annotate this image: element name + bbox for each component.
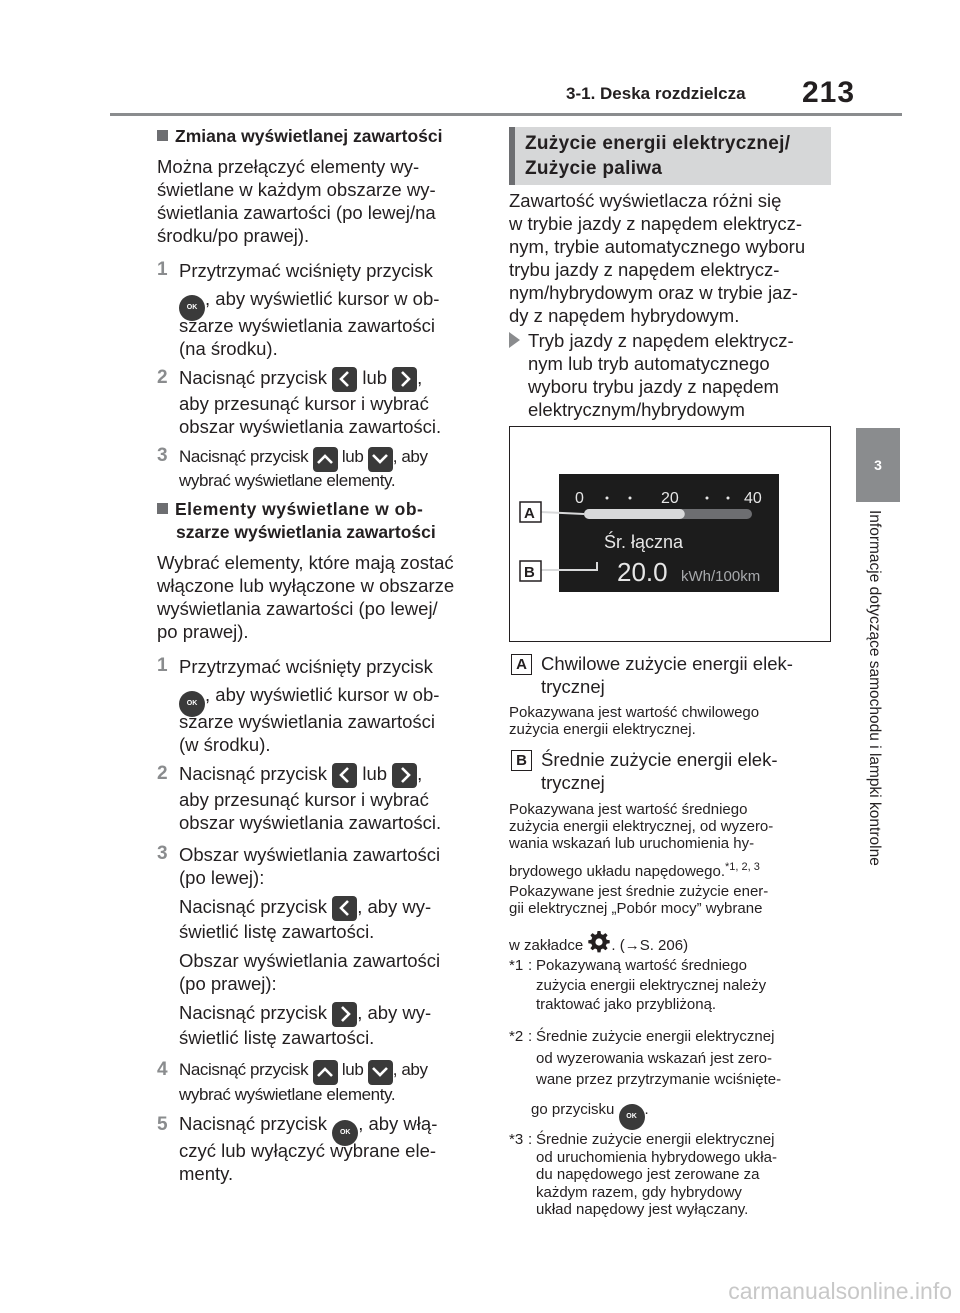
chevron-left-icon (332, 896, 357, 921)
footnote-line: Średnie zużycie energii elektrycznej (536, 1131, 775, 1148)
intro-line: Zawartość wyświetlacza różni się (509, 190, 782, 211)
step-text: świetlić listę zawartości. (179, 921, 375, 942)
intro-line: nym/hybrydowym oraz w trybie jaz- (509, 282, 798, 303)
step-text: aby przesunąć kursor i wybrać (179, 393, 429, 414)
para-2-line: włączone lub wyłączone w obszarze (157, 575, 455, 596)
step-text-part: Nacisnąć przycisk (179, 1113, 328, 1134)
step-text-part: Nacisnąć przycisk (179, 896, 328, 917)
step-text: (na środku). (179, 338, 278, 359)
b-desc: wania wskazań lub uruchomienia hy- (509, 835, 755, 852)
chevron-left-icon (332, 367, 357, 392)
tick-label: 40 (743, 489, 762, 507)
step-text-part: Nacisnąć przycisk (179, 1060, 309, 1079)
footnote-line: traktować jako przybliżoną. (536, 996, 717, 1013)
para-1-line: świetlane w każdym obszarze wy- (157, 179, 436, 200)
step-text (179, 762, 422, 788)
step-text: wybrać wyświetlane elementy. (179, 471, 396, 490)
footnote-mark: *3 (509, 1131, 524, 1148)
a-desc: Pokazywana jest wartość chwilowego (509, 704, 760, 721)
footnote-line: każdym razem, gdy hybrydowy (536, 1183, 742, 1201)
step-number: 5 (157, 1114, 168, 1135)
chevron-down-icon (368, 1060, 393, 1085)
step-text: (w środku). (179, 734, 271, 755)
tick-label: 0 (574, 489, 584, 507)
step-text: (po lewej): (179, 867, 265, 888)
para-2-line: po prawej). (157, 621, 249, 642)
heading-change-content (157, 125, 442, 148)
step-text (179, 366, 422, 392)
b-desc: Pokazywana jest wartość średniego (509, 801, 748, 818)
heading-text: Elementy wyświetlane w ob- (175, 499, 424, 519)
footnote-line: od uruchomienia hybrydowego ukła- (536, 1148, 777, 1166)
step-number: 3 (157, 445, 168, 466)
step-text-part: , aby wyświetlić kursor w ob- (205, 684, 440, 705)
footnote-mark: *1 (509, 957, 524, 974)
chevron-up-icon (313, 447, 338, 472)
step-text: szarze wyświetlania zawartości (179, 711, 436, 732)
para-2-line: wyświetlania zawartości (po lewej/ (157, 598, 438, 619)
chevron-down-icon (368, 447, 393, 472)
tick-dot (605, 496, 608, 499)
step-text-part: , aby (392, 447, 428, 466)
step-text-part: Nacisnąć przycisk (179, 367, 328, 388)
footnote-line: zużycia energii elektrycznej należy (536, 976, 767, 994)
step-number: 1 (157, 259, 168, 280)
step-text-part: , aby włą- (358, 1113, 438, 1134)
section-heading-box (509, 127, 831, 185)
step-text-part: Nacisnąć przycisk (179, 763, 328, 784)
square-bullet-icon (157, 503, 168, 514)
para-1-line: środku/po prawej). (157, 225, 310, 246)
b-desc-text: . (→S. 206) (611, 937, 689, 954)
intro-line: nym, trybie automatycznego wyboru (509, 236, 806, 257)
step-text: czyć lub wyłączyć wybrane ele- (179, 1140, 437, 1161)
step-text-part: lub (341, 1060, 364, 1079)
step-text-part: , aby wy- (357, 1002, 432, 1023)
a-desc: zużycia energii elektrycznej. (509, 721, 696, 738)
avg-unit: kWh/100km (680, 567, 760, 585)
step-text-part: lub (362, 763, 388, 784)
a-title: Chwilowe zużycie energii elek- (541, 653, 793, 674)
chevron-up-icon (313, 1060, 338, 1085)
a-title: trycznej (541, 676, 605, 697)
chevron-left-icon (332, 763, 357, 788)
step-text: świetlić listę zawartości. (179, 1027, 375, 1048)
bullet-line: nym lub tryb automatycznego (528, 353, 770, 374)
footnote-line: układ napędowy jest wyłączany. (536, 1201, 749, 1218)
step-text: aby przesunąć kursor i wybrać (179, 789, 429, 810)
para-2-line: Wybrać elementy, które mają zostać (157, 552, 454, 573)
step-text: Przytrzymać wciśnięty przycisk (179, 656, 433, 677)
footnote-line: wane przez przytrzymanie wciśnięte- (536, 1071, 782, 1088)
chevron-right-icon (332, 1002, 357, 1027)
square-bullet-icon (157, 130, 168, 141)
tick-dot (705, 496, 708, 499)
step-text (179, 1001, 431, 1027)
intro-line: dy z napędem hybrydowym. (509, 305, 740, 326)
step-text (179, 895, 431, 921)
gear-icon (587, 930, 611, 954)
b-desc-text: w zakładce (509, 937, 584, 954)
b-title: trycznej (541, 772, 605, 793)
tick-dot (628, 496, 631, 499)
step-number: 2 (157, 367, 168, 388)
tag-b: B (511, 750, 532, 771)
step-number: 2 (157, 763, 168, 784)
callout-label-a: A (523, 504, 535, 522)
footnote-mark: *2 (509, 1028, 524, 1045)
b-desc: gii elektrycznej „Pobór mocy” wybrane (509, 900, 763, 917)
b-desc: Pokazywane jest średnie zużycie ener- (509, 883, 769, 900)
step-text-part: , aby wy- (357, 896, 432, 917)
tick-label: 20 (660, 489, 679, 507)
page-number: 213 (802, 76, 856, 109)
para-1-line: Można przełączyć elementy wy- (157, 156, 420, 177)
step-text-part: Nacisnąć przycisk (179, 1002, 328, 1023)
intro-line: w trybie jazdy z napędem elektrycz- (509, 213, 803, 234)
footnote-line: du napędowego jest zerowane za (536, 1166, 760, 1183)
footnote-line: Średnie zużycie energii elektrycznej (536, 1028, 775, 1045)
step-text (179, 1058, 428, 1085)
watermark: carmanualsonline.info (728, 1278, 952, 1304)
step-text: Obszar wyświetlania zawartości (179, 844, 441, 865)
section-heading-line: Zużycie paliwa (525, 158, 663, 179)
chevron-right-icon (392, 367, 417, 392)
avg-value: 20.0 (616, 556, 668, 587)
step-number: 3 (157, 843, 168, 864)
ok-button-icon: OK (332, 1120, 358, 1146)
step-text: Przytrzymać wciśnięty przycisk (179, 260, 433, 281)
b-desc-text: brydowego układu napędowego. (509, 863, 725, 880)
step-text-part: , (417, 763, 423, 784)
step-text: obszar wyświetlania zawartości. (179, 812, 442, 833)
tag-a: A (511, 654, 532, 675)
heading-elements (157, 498, 423, 521)
para-1-line: świetlania zawartości (po lewej/na (157, 202, 436, 223)
display-illustration (509, 426, 831, 642)
bullet-text: Tryb jazdy z napędem elektrycz- (528, 330, 794, 351)
display-figure (509, 426, 831, 642)
gauge-fill (584, 509, 685, 519)
step-text-part: Nacisnąć przycisk (179, 447, 309, 466)
step-number: 4 (157, 1059, 168, 1080)
footnote-line: Pokazywaną wartość średniego (536, 957, 747, 974)
bullet-line: wyboru trybu jazdy z napędem (528, 376, 779, 397)
step-text: szarze wyświetlania zawartości (179, 315, 436, 336)
step-text: (po prawej): (179, 973, 277, 994)
step-text-part: lub (341, 447, 364, 466)
step-number: 1 (157, 655, 168, 676)
step-text-part: , aby (392, 1060, 428, 1079)
intro-line: trybu jazdy z napędem elektrycz- (509, 259, 780, 280)
b-desc: zużycia energii elektrycznej, od wyzero- (509, 818, 774, 835)
footnote-tail-text: go przycisku (531, 1101, 615, 1118)
triangle-bullet-icon (509, 332, 520, 348)
step-text: menty. (179, 1163, 234, 1184)
step-text-part: , (417, 367, 423, 388)
step-text: obszar wyświetlania zawartości. (179, 416, 442, 437)
tick-dot (726, 496, 729, 499)
header-rule (110, 113, 902, 116)
b-desc (509, 859, 760, 881)
step-text: wybrać wyświetlane elementy. (179, 1085, 396, 1104)
ok-button-icon: OK (179, 295, 205, 321)
section-title: 3-1. Deska rozdzielcza (566, 84, 746, 103)
callout-label-b: B (523, 563, 535, 581)
chevron-right-icon (392, 763, 417, 788)
step-text-part: lub (362, 367, 388, 388)
footnote-line: od wyzerowania wskazań jest zero- (536, 1049, 772, 1067)
chapter-title: Informacje dotyczące samochodu i lampki kontrolne (866, 510, 883, 866)
bullet-line: elektrycznym/hybrydowym (528, 399, 745, 420)
step-text-part: , aby wyświetlić kursor w ob- (205, 288, 440, 309)
chapter-tab: 3 (856, 428, 900, 502)
section-heading-line: Zużycie energii elektrycznej/ (525, 133, 791, 154)
footnote-refs: *1, 2, 3 (725, 861, 760, 873)
b-desc (509, 930, 688, 955)
ok-button-icon: OK (179, 691, 205, 717)
footnote-tail (531, 1101, 649, 1130)
step-text: Obszar wyświetlania zawartości (179, 950, 441, 971)
bullet-line (509, 329, 794, 352)
heading-text: Zmiana wyświetlanej zawartości (175, 126, 443, 146)
avg-label: Śr. łączna (603, 531, 683, 552)
heading-elements-cont: szarze wyświetlania zawartości (176, 522, 436, 542)
b-title: Średnie zużycie energii elek- (541, 749, 778, 770)
step-text (179, 445, 428, 472)
ok-button-icon: OK (619, 1104, 645, 1130)
footnote-tail-text: . (644, 1101, 649, 1118)
